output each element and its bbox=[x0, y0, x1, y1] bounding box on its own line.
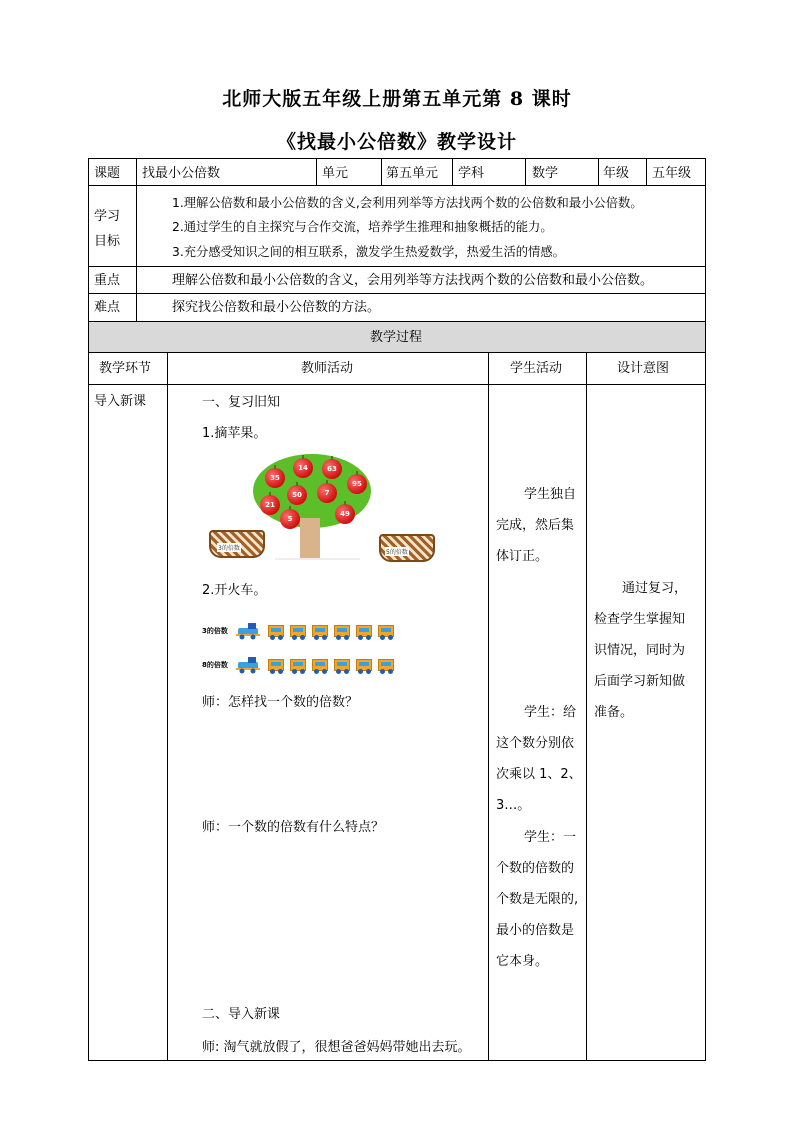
train-car bbox=[290, 625, 306, 637]
teacher-section-new: 二、导入新课 bbox=[202, 1007, 281, 1022]
difficulty-text: 探究找公倍数和最小公倍数的方法。 bbox=[172, 300, 381, 315]
train-car bbox=[334, 659, 350, 671]
train-multiples-of-3 bbox=[202, 620, 402, 642]
train-car bbox=[356, 659, 372, 671]
student-answer-3-line: 个数是无限的, bbox=[496, 892, 579, 907]
col-divider bbox=[167, 352, 168, 1061]
column-header-stage: 教学环节 bbox=[99, 361, 152, 376]
topic-value: 找最小公倍数 bbox=[142, 166, 221, 181]
basket-right-label: 5的倍数 bbox=[386, 549, 408, 556]
row-divider bbox=[88, 384, 706, 385]
train-multiples-of-8 bbox=[202, 654, 402, 676]
document-title: 北师大版五年级上册第五单元第 8 课时 bbox=[222, 88, 572, 110]
train-car bbox=[378, 659, 394, 671]
col-divider bbox=[646, 158, 647, 185]
student-answer-3-line: 最小的倍数是 bbox=[496, 923, 575, 938]
col-divider bbox=[525, 158, 526, 185]
column-header-intent: 设计意图 bbox=[617, 361, 670, 376]
teacher-section-review: 一、复习旧知 bbox=[202, 395, 281, 410]
train-label: 3的倍数 bbox=[202, 627, 228, 635]
apple[interactable]: 7 bbox=[317, 483, 337, 503]
student-answer-3-line: 个数的倍数的 bbox=[496, 861, 575, 876]
teacher-question-1: 师：怎样找一个数的倍数？ bbox=[202, 695, 359, 710]
student-answer-2-line: 次乘以 1、2、 bbox=[496, 767, 582, 782]
teacher-question-2: 师：一个数的倍数有什么特点？ bbox=[202, 820, 385, 835]
objective-item: 3.充分感受知识之间的相互联系，激发学生热爱数学，热爱生活的情感。 bbox=[172, 245, 565, 259]
grade-value: 五年级 bbox=[652, 166, 692, 181]
col-divider bbox=[598, 158, 599, 185]
lesson-title: 《找最小公倍数》教学设计 bbox=[276, 131, 517, 153]
student-answer-3-line: 学生：一 bbox=[524, 830, 577, 845]
apple[interactable]: 63 bbox=[322, 459, 342, 479]
subject-label: 学科 bbox=[458, 166, 485, 181]
train-label: 8的倍数 bbox=[202, 661, 228, 669]
row-divider bbox=[88, 293, 706, 294]
apple[interactable]: 14 bbox=[293, 458, 313, 478]
intent-line: 检查学生掌握知 bbox=[594, 612, 686, 627]
apple-tree-illustration bbox=[205, 450, 445, 565]
key-point-label: 重点 bbox=[94, 273, 121, 288]
student-answer-2-line: 这个数分别依 bbox=[496, 736, 575, 751]
column-header-student: 学生活动 bbox=[510, 361, 563, 376]
topic-label: 课题 bbox=[94, 166, 121, 181]
key-point-text: 理解公倍数和最小公倍数的含义，会用列举等方法找两个数的公倍数和最小公倍数。 bbox=[172, 273, 654, 288]
apple[interactable]: 21 bbox=[260, 495, 280, 515]
student-answer-3-line: 它本身。 bbox=[496, 954, 549, 969]
apple[interactable]: 49 bbox=[335, 504, 355, 524]
difficulty-label: 难点 bbox=[94, 300, 121, 315]
grade-label: 年级 bbox=[603, 166, 630, 181]
train-car bbox=[312, 625, 328, 637]
tree-trunk bbox=[300, 518, 320, 560]
train-car bbox=[378, 625, 394, 637]
col-divider bbox=[452, 158, 453, 185]
apple[interactable]: 5 bbox=[280, 509, 300, 529]
unit-value: 第五单元 bbox=[386, 166, 439, 181]
column-header-teacher: 教师活动 bbox=[301, 361, 354, 376]
student-answer-2-line: 学生：给 bbox=[524, 705, 577, 720]
student-answer-1-line: 学生独自 bbox=[524, 487, 577, 502]
row-divider bbox=[88, 266, 706, 267]
apple[interactable]: 50 bbox=[287, 485, 307, 505]
unit-label: 单元 bbox=[322, 166, 349, 181]
apple[interactable]: 95 bbox=[347, 474, 367, 494]
train-car bbox=[312, 659, 328, 671]
row-divider bbox=[88, 185, 706, 186]
subject-value: 数学 bbox=[532, 166, 559, 181]
train-engine-icon bbox=[236, 656, 264, 672]
basket-left-label: 3的倍数 bbox=[218, 545, 240, 552]
apple[interactable]: 35 bbox=[265, 468, 285, 488]
process-banner: 教学过程 bbox=[370, 330, 423, 345]
student-answer-2-line: 3…。 bbox=[496, 798, 531, 813]
teacher-item-apples: 1.摘苹果。 bbox=[202, 426, 267, 441]
train-engine-icon bbox=[236, 622, 264, 638]
student-answer-1-line: 完成，然后集 bbox=[496, 518, 575, 533]
col-divider bbox=[136, 185, 137, 321]
train-car bbox=[290, 659, 306, 671]
intent-line: 通过复习， bbox=[622, 581, 688, 596]
objectives-label-1: 学习 bbox=[94, 209, 121, 224]
objective-item: 2.通过学生的自主探究与合作交流，培养学生推理和抽象概括的能力。 bbox=[172, 220, 553, 234]
ground bbox=[275, 558, 360, 560]
col-divider bbox=[316, 158, 317, 185]
objectives-label-2: 目标 bbox=[94, 234, 121, 249]
train-car bbox=[268, 659, 284, 671]
train-car bbox=[268, 625, 284, 637]
col-divider bbox=[586, 352, 587, 1061]
col-divider bbox=[488, 352, 489, 1061]
objective-item: 1.理解公倍数和最小公倍数的含义,会利用列举等方法找两个数的公倍数和最小公倍数。 bbox=[172, 196, 643, 210]
stage-name: 导入新课 bbox=[94, 394, 147, 409]
intent-line: 识情况，同时为 bbox=[594, 643, 686, 658]
row-divider bbox=[88, 352, 706, 353]
teacher-question-3: 师: 淘气就放假了，很想爸爸妈妈带她出去玩。 bbox=[202, 1040, 471, 1055]
intent-line: 准备。 bbox=[594, 705, 634, 720]
intent-line: 后面学习新知做 bbox=[594, 674, 686, 689]
teacher-item-train: 2.开火车。 bbox=[202, 583, 267, 598]
col-divider bbox=[381, 158, 382, 185]
train-car bbox=[334, 625, 350, 637]
train-car bbox=[356, 625, 372, 637]
student-answer-1-line: 体订正。 bbox=[496, 549, 549, 564]
col-divider bbox=[136, 158, 137, 185]
